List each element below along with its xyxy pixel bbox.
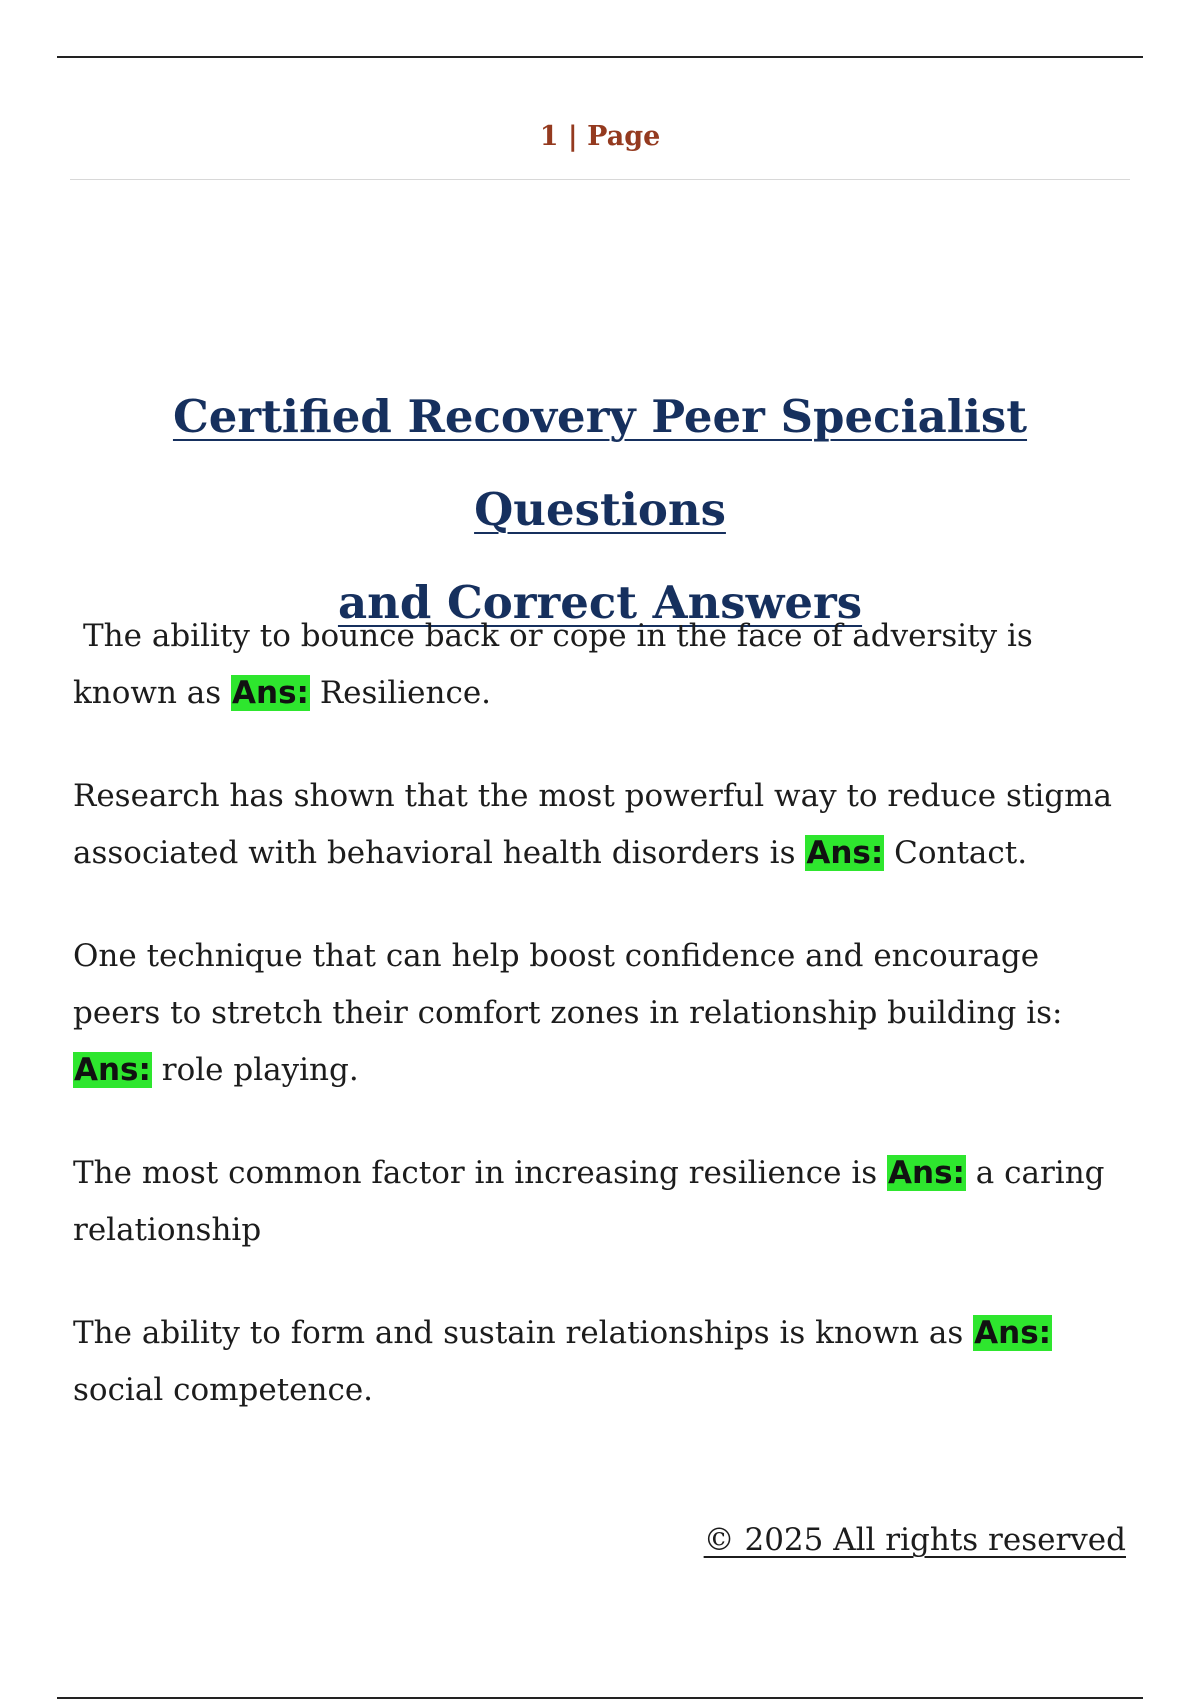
qa-item [73,928,1133,1099]
question-text: The most common factor in increasing resilience is [73,1155,878,1191]
question-text: The ability to form and sustain relationships is known as [73,1315,964,1351]
answer-label: Ans: [974,1315,1052,1351]
qa-item [73,1145,1133,1259]
qa-item [73,608,1133,722]
answer-label: Ans: [888,1155,965,1191]
answer-text: Resilience. [319,675,492,711]
qa-list [73,608,1133,1465]
answer-label: Ans: [232,675,309,711]
copyright-notice: © 2025 All rights reserved [703,1522,1126,1558]
answer-text: social competence. [73,1372,374,1408]
qa-item [73,1305,1133,1419]
bottom-border-rule [57,1697,1143,1699]
answer-text: Contact. [894,835,1028,871]
question-text: One technique that can help boost confidence and encourage peers to stretch their comfort zones in relationship building is: [73,938,1063,1031]
question-text: Research has shown that the most powerful way to reduce stigma associated with behavioral health disorders is [73,778,1112,871]
top-border-rule [57,56,1143,58]
answer-label: Ans: [74,1052,151,1088]
document-title-line-1: Certified Recovery Peer Specialist Questions [172,390,1028,536]
header-divider [70,179,1130,180]
answer-text: a caring relationship [73,1155,1105,1248]
document-title-line-2: and Correct Answers [337,576,863,629]
answer-label: Ans: [806,835,884,871]
qa-item [73,768,1133,882]
question-text: The ability to bounce back or cope in the face of adversity is known as [73,618,1033,711]
page-number-header: 1 | Page [539,121,661,152]
answer-text: role playing. [161,1052,359,1088]
